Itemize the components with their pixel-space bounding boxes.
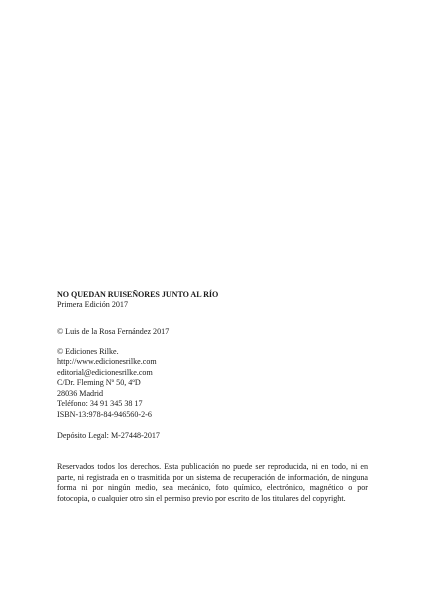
isbn-block: [57, 410, 369, 420]
edition-line: Primera Edición 2017: [57, 300, 129, 310]
publisher-street: C/Dr. Fleming Nº 50, 4ºD: [57, 378, 141, 388]
book-title: NO QUEDAN RUISEÑORES JUNTO AL RÍO: [57, 290, 219, 299]
book-title-block: [57, 290, 369, 311]
publisher-name: © Ediciones Rilke.: [57, 347, 119, 356]
isbn-number: ISBN-13:978-84-946560-2-6: [57, 410, 152, 419]
publisher-phone: Teléfono: 34 91 345 38 17: [57, 399, 143, 409]
legal-deposit-block: [57, 431, 369, 441]
author-copyright: © Luis de la Rosa Fernández 2017: [57, 327, 170, 336]
legal-deposit: Depósito Legal: M-27448-2017: [57, 431, 160, 440]
publisher-email: editorial@edicionesrilke.com: [57, 367, 153, 377]
publisher-info-block: [57, 347, 369, 409]
rights-notice-line: parte, ni registrada en o trasmitida por un sistema de recuperación de información, de ninguna: [57, 472, 368, 482]
publisher-website: http://www.edicionesrilke.com: [57, 357, 157, 367]
rights-notice-line: forma ni por ningún medio, sea mecánico, foto químico, electrónico, magnético o por: [57, 483, 368, 493]
publisher-city: 28036 Madrid: [57, 388, 104, 398]
rights-notice-line: fotocopia, o cualquier otro sin el permiso previo por escrito de los titulares del copyright.: [57, 493, 346, 503]
rights-notice: [57, 462, 368, 504]
rights-notice-line: Reservados todos los derechos. Esta publicación no puede ser reproducida, ni en todo, ni en: [57, 462, 368, 471]
author-copyright-block: [57, 327, 369, 337]
